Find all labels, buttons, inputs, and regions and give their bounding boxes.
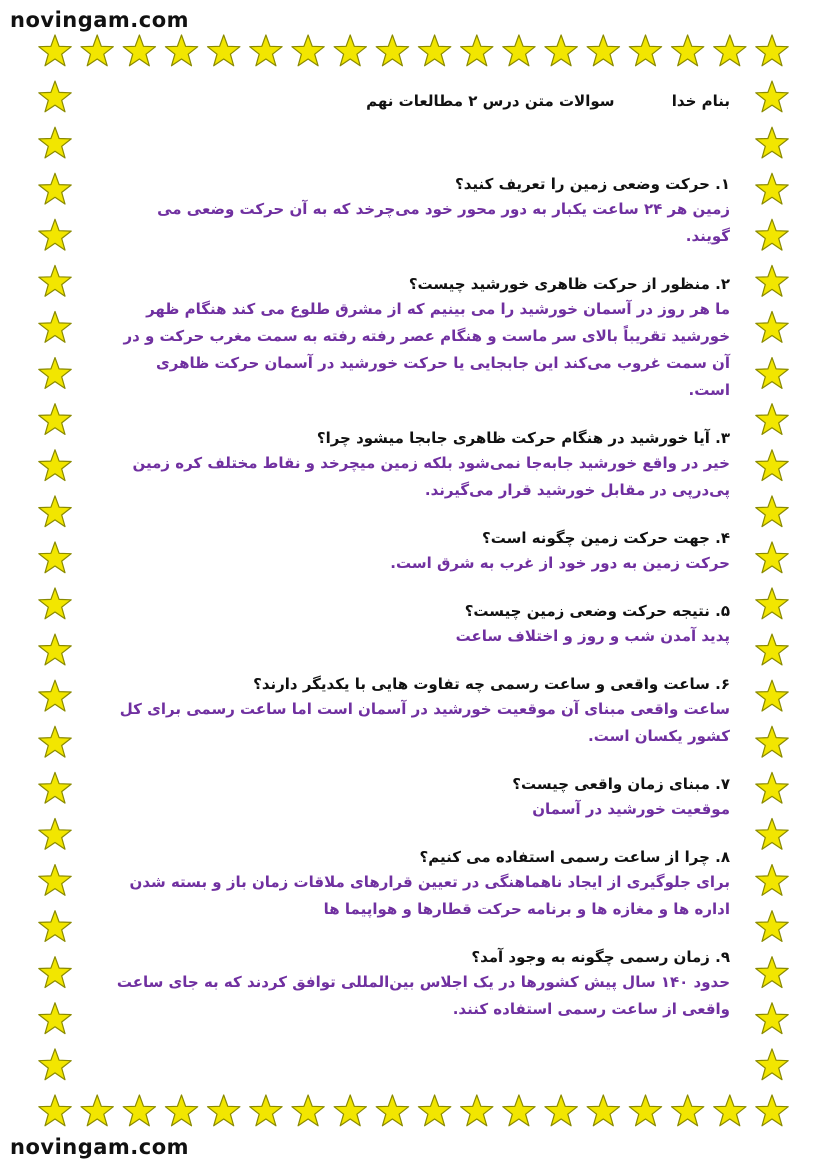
star-icon xyxy=(756,957,788,988)
star-icon xyxy=(418,1095,450,1126)
star-icon xyxy=(756,1049,788,1080)
star-icon xyxy=(756,173,788,204)
star-icon xyxy=(39,404,71,435)
worksheet xyxy=(110,92,730,1023)
star-icon xyxy=(418,35,450,66)
star-icon xyxy=(81,35,113,66)
star-icon xyxy=(756,911,788,942)
star-icon xyxy=(292,35,324,66)
answer-text: حرکت زمین به دور خود از غرب به شرق است. xyxy=(390,554,730,572)
star-icon xyxy=(39,127,71,158)
star-icon xyxy=(629,1095,661,1126)
star-icon xyxy=(756,496,788,527)
answer-text: حدود ۱۴۰ سال پیش کشورها در یک اجلاس بین‌المللی توافق کردند که به جای ساعت واقعی از ساعت رسمی استفاده کنند. xyxy=(116,973,730,1018)
star-icon xyxy=(756,35,788,66)
star-icon xyxy=(756,680,788,711)
star-icon xyxy=(503,1095,535,1126)
star-icon xyxy=(165,1095,197,1126)
star-icon xyxy=(39,772,71,803)
star-icon xyxy=(208,35,240,66)
answer-text: ساعت واقعی مبنای آن موقعیت خورشید در آسمان است اما ساعت رسمی برای کل کشور یکسان است. xyxy=(119,700,730,745)
star-icon xyxy=(39,496,71,527)
question-text: ۲. منظور از حرکت ظاهری خورشید چیست؟ xyxy=(408,275,730,293)
star-icon xyxy=(672,35,704,66)
star-icon xyxy=(756,1095,788,1126)
qa-item xyxy=(110,426,730,504)
star-icon xyxy=(714,35,746,66)
qa-item xyxy=(110,672,730,750)
star-icon xyxy=(123,1095,155,1126)
answer-text: برای جلوگیری از ایجاد ناهماهنگی در تعیین قرارهای ملاقات زمان باز و بسته شدن اداره ها و مغازه ها و برنامه حرکت قطارها و هواپیما ها xyxy=(129,873,730,918)
worksheet-title: سوالات متن درس ۲ مطالعات نهم xyxy=(366,92,615,110)
star-icon xyxy=(250,35,282,66)
star-icon xyxy=(81,1095,113,1126)
qa-item xyxy=(110,172,730,250)
star-icon xyxy=(39,957,71,988)
star-icon xyxy=(39,726,71,757)
star-icon xyxy=(39,35,71,66)
star-icon xyxy=(39,1003,71,1034)
star-icon xyxy=(39,173,71,204)
qa-item xyxy=(110,845,730,923)
star-icon xyxy=(756,865,788,896)
answer-text: ما هر روز در آسمان خورشید را می بینیم که از مشرق طلوع می کند هنگام ظهر خورشید تقریباً بالای سر ماست و هنگام عصر رفته رفته به سمت مغرب حرکت و در آن سمت غروب می‌کند این جابجایی یا حرکت خورشید در آسمان حرکت ظاهری است. xyxy=(123,300,730,399)
basmala: بنام خدا xyxy=(671,92,730,110)
star-icon xyxy=(250,1095,282,1126)
star-icon xyxy=(123,35,155,66)
question-text: ۴. جهت حرکت زمین چگونه است؟ xyxy=(482,529,730,547)
star-icon xyxy=(756,404,788,435)
question-text: ۹. زمان رسمی چگونه به وجود آمد؟ xyxy=(471,948,730,966)
star-icon xyxy=(39,680,71,711)
star-icon xyxy=(714,1095,746,1126)
star-icon xyxy=(756,358,788,389)
star-icon xyxy=(208,1095,240,1126)
question-text: ۸. چرا از ساعت رسمی استفاده می کنیم؟ xyxy=(419,848,730,866)
star-icon xyxy=(39,265,71,296)
qa-item xyxy=(110,772,730,823)
star-icon xyxy=(39,358,71,389)
star-icon xyxy=(461,35,493,66)
qa-item xyxy=(110,526,730,577)
answer-text: زمین هر ۲۴ ساعت یکبار به دور محور خود می‌چرخد که به آن حرکت وضعی می گویند. xyxy=(157,200,730,245)
star-icon xyxy=(39,450,71,481)
star-icon xyxy=(756,819,788,850)
star-icon xyxy=(376,1095,408,1126)
star-icon xyxy=(39,819,71,850)
qa-item xyxy=(110,945,730,1023)
star-icon xyxy=(334,35,366,66)
star-icon xyxy=(39,219,71,250)
watermark-top: novingam.com xyxy=(10,8,190,32)
star-icon xyxy=(39,588,71,619)
watermark-bottom: novingam.com xyxy=(10,1135,190,1159)
star-icon xyxy=(39,865,71,896)
question-text: ۶. ساعت واقعی و ساعت رسمی چه تفاوت هایی با یکدیگر دارند؟ xyxy=(253,675,730,693)
star-icon xyxy=(587,35,619,66)
star-icon xyxy=(503,35,535,66)
star-icon xyxy=(292,1095,324,1126)
star-icon xyxy=(756,1003,788,1034)
question-text: ۱. حرکت وضعی زمین را تعریف کنید؟ xyxy=(455,175,730,193)
star-icon xyxy=(545,1095,577,1126)
star-icon xyxy=(756,634,788,665)
star-icon xyxy=(756,127,788,158)
star-icon xyxy=(39,911,71,942)
star-icon xyxy=(756,265,788,296)
star-icon xyxy=(376,35,408,66)
star-icon xyxy=(334,1095,366,1126)
star-icon xyxy=(756,726,788,757)
star-icon xyxy=(629,35,661,66)
star-icon xyxy=(756,81,788,112)
question-text: ۵. نتیجه حرکت وضعی زمین چیست؟ xyxy=(464,602,730,620)
star-icon xyxy=(39,1095,71,1126)
answer-text: خیر در واقع خورشید جابه‌جا نمی‌شود بلکه زمین میچرخد و نقاط مختلف کره زمین پی‌درپی در مقابل خورشید قرار می‌گیرند. xyxy=(132,454,730,499)
star-icon xyxy=(672,1095,704,1126)
star-icon xyxy=(756,588,788,619)
star-icon xyxy=(39,1049,71,1080)
question-text: ۳. آیا خورشید در هنگام حرکت ظاهری جابجا میشود چرا؟ xyxy=(316,429,730,447)
star-icon xyxy=(461,1095,493,1126)
star-icon xyxy=(587,1095,619,1126)
star-icon xyxy=(545,35,577,66)
star-icon xyxy=(39,542,71,573)
question-text: ۷. مبنای زمان واقعی چیست؟ xyxy=(512,775,730,793)
qa-item xyxy=(110,272,730,404)
answer-text: پدید آمدن شب و روز و اختلاف ساعت xyxy=(455,627,730,645)
star-icon xyxy=(756,219,788,250)
star-icon xyxy=(165,35,197,66)
star-icon xyxy=(756,450,788,481)
star-icon xyxy=(756,542,788,573)
qa-item xyxy=(110,599,730,650)
star-icon xyxy=(39,634,71,665)
star-icon xyxy=(39,312,71,343)
star-icon xyxy=(756,312,788,343)
star-icon xyxy=(756,772,788,803)
worksheet-header xyxy=(110,92,730,110)
answer-text: موقعیت خورشید در آسمان xyxy=(532,800,730,818)
star-icon xyxy=(39,81,71,112)
